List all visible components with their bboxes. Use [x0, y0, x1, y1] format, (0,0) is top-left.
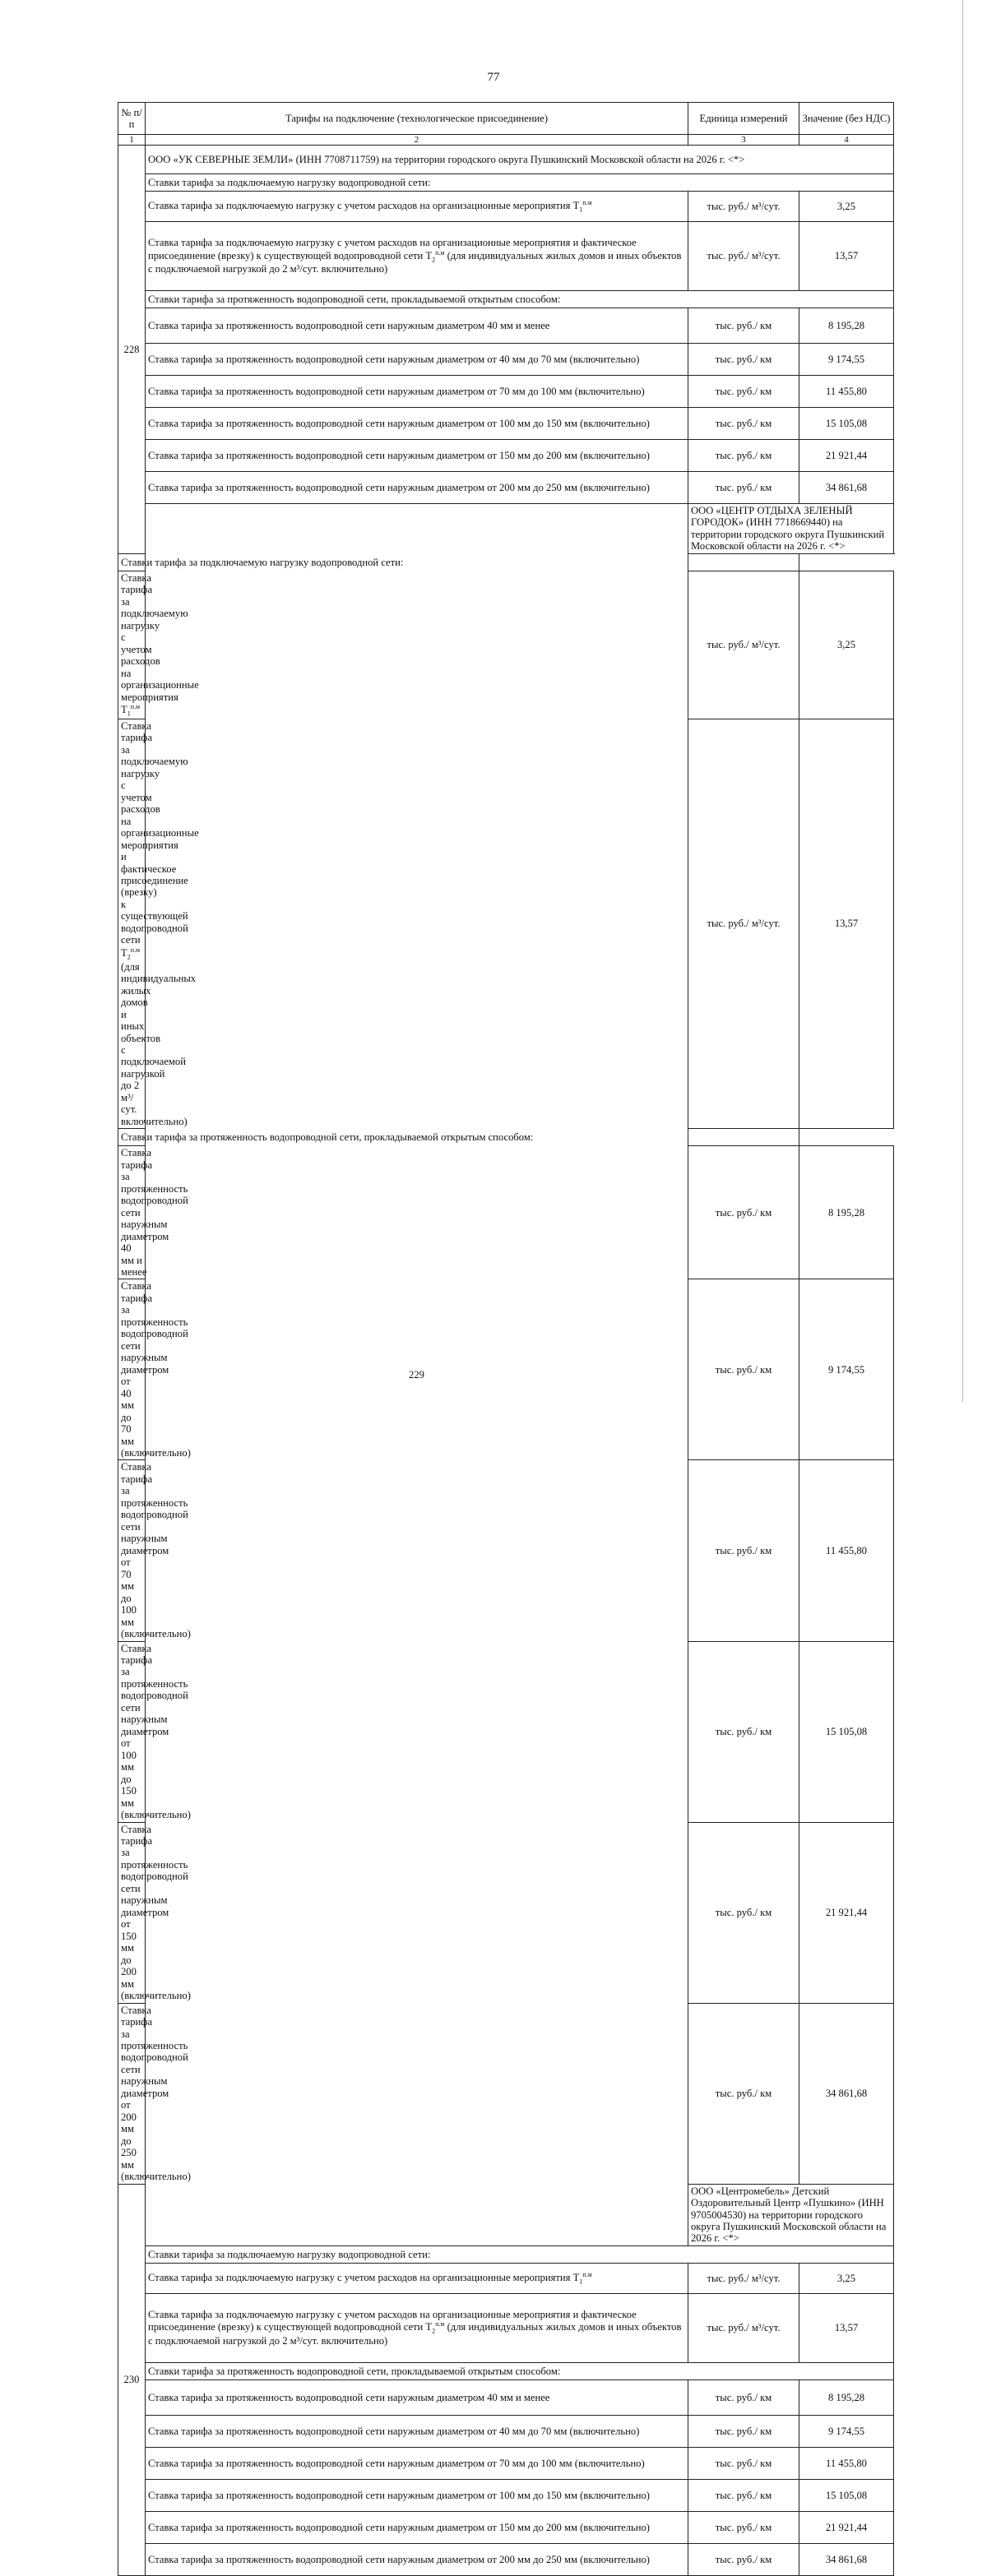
pipe-rate-value: 8 195,28 — [799, 308, 894, 344]
pipe-rate-unit: тыс. руб./ км — [688, 1822, 799, 2003]
pipe-rate-description: Ставка тарифа за протяженность водопроводной сети наружным диаметром от 150 мм до 200 мм (включительно) — [118, 1822, 146, 2003]
pipe-rate-value: 34 861,68 — [799, 2543, 894, 2575]
organization-row — [118, 146, 894, 174]
pipe-rate-unit: тыс. руб./ км — [688, 1279, 799, 1460]
rate-value: 13,57 — [799, 222, 894, 291]
column-index: 3 — [688, 135, 799, 146]
pipe-rate-value: 21 921,44 — [799, 2511, 894, 2543]
pipe-rate-value: 11 455,80 — [799, 376, 894, 408]
table-row — [118, 2511, 894, 2543]
pipe-rate-unit: тыс. руб./ км — [688, 2003, 799, 2184]
pipe-rate-value: 21 921,44 — [799, 1822, 894, 2003]
rate-value: 3,25 — [799, 2263, 894, 2293]
pipe-rate-unit: тыс. руб./ км — [688, 408, 799, 440]
pipe-rate-unit: тыс. руб./ км — [688, 2379, 799, 2415]
organization-name: ООО «Центромебель» Детский Оздоровительный Центр «Пушкино» (ИНН 9705004530) на территории городского округа Пушкинский Московской области на 2026 г. <*> — [688, 2184, 894, 2245]
pipe-rate-value: 34 861,68 — [799, 2003, 894, 2184]
pipe-rate-unit: тыс. руб./ км — [688, 2415, 799, 2447]
table-row — [118, 308, 894, 344]
tariff-table — [118, 102, 894, 2576]
pipe-rate-description: Ставка тарифа за протяженность водопроводной сети наружным диаметром от 100 мм до 150 мм (включительно) — [146, 408, 688, 440]
rate-unit: тыс. руб./ м³/сут. — [688, 222, 799, 291]
pipe-rate-unit: тыс. руб./ км — [688, 1460, 799, 1641]
pipe-rate-value: 9 174,55 — [799, 344, 894, 376]
pipe-rate-unit: тыс. руб./ км — [688, 440, 799, 472]
section-title: Ставки тарифа за подключаемую нагрузку водопроводной сети: — [146, 2245, 894, 2263]
table-row — [118, 344, 894, 376]
pipe-rate-description: Ставка тарифа за протяженность водопроводной сети наружным диаметром от 70 мм до 100 мм (включительно) — [146, 2447, 688, 2479]
pipe-rate-description: Ставка тарифа за протяженность водопроводной сети наружным диаметром от 70 мм до 100 мм (включительно) — [118, 1460, 146, 1641]
section-title: Ставки тарифа за подключаемую нагрузку водопроводной сети: — [118, 553, 799, 571]
rate-unit: тыс. руб./ м³/сут. — [688, 2293, 799, 2362]
pipe-rate-value: 34 861,68 — [799, 472, 894, 504]
pipe-rate-unit: тыс. руб./ км — [688, 344, 799, 376]
pipe-rate-description: Ставка тарифа за протяженность водопроводной сети наружным диаметром от 40 мм до 70 мм (включительно) — [146, 344, 688, 376]
pipe-rate-value: 11 455,80 — [799, 2447, 894, 2479]
pipe-rate-value: 21 921,44 — [799, 440, 894, 472]
column-index: 1 — [118, 135, 146, 146]
section-row — [118, 2362, 894, 2379]
rate-unit: тыс. руб./ м³/сут. — [688, 719, 799, 1128]
table-row — [118, 2415, 894, 2447]
column-index-row — [118, 135, 894, 146]
table-row — [118, 408, 894, 440]
section-title: Ставки тарифа за подключаемую нагрузку водопроводной сети: — [146, 174, 894, 192]
header-tariff: Тарифы на подключение (технологическое присоединение) — [146, 103, 688, 135]
rate-description: Ставка тарифа за подключаемую нагрузку с учетом расходов на организационные мероприятия $T_1^{п.м}$ — [146, 2263, 688, 2293]
section-title: Ставки тарифа за протяженность водопроводной сети, прокладываемой открытым способом: — [146, 291, 894, 308]
column-index: 2 — [146, 135, 688, 146]
table-row — [118, 2263, 894, 2293]
pipe-rate-unit: тыс. руб./ км — [688, 376, 799, 408]
table-row — [118, 192, 894, 222]
section-title: Ставки тарифа за протяженность водопроводной сети, прокладываемой открытым способом: — [118, 1129, 799, 1146]
pipe-rate-value: 9 174,55 — [799, 1279, 894, 1460]
section-row — [118, 2245, 894, 2263]
column-index: 4 — [799, 135, 894, 146]
pipe-rate-description: Ставка тарифа за протяженность водопроводной сети наружным диаметром от 200 мм до 250 мм (включительно) — [146, 472, 688, 504]
pipe-rate-description: Ставка тарифа за протяженность водопроводной сети наружным диаметром от 40 мм до 70 мм (включительно) — [146, 2415, 688, 2447]
rate-value: 3,25 — [799, 192, 894, 222]
header-value: Значение (без НДС) — [799, 103, 894, 135]
section-row — [118, 1129, 894, 1146]
section-row — [118, 174, 894, 192]
rate-unit: тыс. руб./ м³/сут. — [688, 192, 799, 222]
row-number: 228 — [118, 146, 146, 554]
header-unit: Единица измерений — [688, 103, 799, 135]
pipe-rate-unit: тыс. руб./ км — [688, 2447, 799, 2479]
pipe-rate-value: 8 195,28 — [799, 2379, 894, 2415]
section-row — [118, 291, 894, 308]
pipe-rate-value: 15 105,08 — [799, 2479, 894, 2511]
table-row — [118, 440, 894, 472]
header-row — [118, 103, 894, 135]
rate-description: Ставка тарифа за подключаемую нагрузку с учетом расходов на организационные мероприятия и фактическое присоединение (врезку) к существующей водопроводной сети $T_2^{п.м}$ (для индивидуальных жилых домов и иных объектов с подключаемой нагрузкой до 2 м³/сут. включительно) — [118, 719, 146, 1128]
pipe-rate-description: Ставка тарифа за протяженность водопроводной сети наружным диаметром от 200 мм до 250 мм (включительно) — [118, 2003, 146, 2184]
table-row — [118, 2293, 894, 2362]
organization-row — [118, 504, 894, 554]
scan-edge-line — [962, 0, 963, 1402]
rate-value: 3,25 — [799, 571, 894, 719]
pipe-rate-description: Ставка тарифа за протяженность водопроводной сети наружным диаметром 40 мм и менее — [146, 2379, 688, 2415]
pipe-rate-description: Ставка тарифа за протяженность водопроводной сети наружным диаметром 40 мм и менее — [118, 1146, 146, 1279]
pipe-rate-value: 8 195,28 — [799, 1146, 894, 1279]
pipe-rate-unit: тыс. руб./ км — [688, 1641, 799, 1822]
pipe-rate-unit: тыс. руб./ км — [688, 2511, 799, 2543]
pipe-rate-description: Ставка тарифа за протяженность водопроводной сети наружным диаметром от 70 мм до 100 мм (включительно) — [146, 376, 688, 408]
header-number: № п/п — [118, 103, 146, 135]
pipe-rate-description: Ставка тарифа за протяженность водопроводной сети наружным диаметром от 100 мм до 150 мм (включительно) — [146, 2479, 688, 2511]
pipe-rate-unit: тыс. руб./ км — [688, 472, 799, 504]
row-number: 230 — [118, 2184, 146, 2575]
table-row — [118, 472, 894, 504]
pipe-rate-description: Ставка тарифа за протяженность водопроводной сети наружным диаметром от 150 мм до 200 мм (включительно) — [146, 2511, 688, 2543]
rate-description: Ставка тарифа за подключаемую нагрузку с учетом расходов на организационные мероприятия и фактическое присоединение (врезку) к существующей водопроводной сети $T_2^{п.м}$ (для индивидуальных жилых домов и иных объектов с подключаемой нагрузкой до 2 м³/сут. включительно) — [146, 2293, 688, 2362]
table-row — [118, 376, 894, 408]
pipe-rate-unit: тыс. руб./ км — [688, 2479, 799, 2511]
page-number: 77 — [487, 71, 500, 84]
pipe-rate-unit: тыс. руб./ км — [688, 1146, 799, 1279]
rate-unit: тыс. руб./ м³/сут. — [688, 571, 799, 719]
table-row — [118, 222, 894, 291]
rate-description: Ставка тарифа за подключаемую нагрузку с учетом расходов на организационные мероприятия $T_1^{п.м}$ — [146, 192, 688, 222]
table-row — [118, 2447, 894, 2479]
section-row — [118, 553, 894, 571]
table-row — [118, 2379, 894, 2415]
pipe-rate-unit: тыс. руб./ км — [688, 308, 799, 344]
pipe-rate-value: 15 105,08 — [799, 1641, 894, 1822]
table-row — [118, 2479, 894, 2511]
pipe-rate-description: Ставка тарифа за протяженность водопроводной сети наружным диаметром от 150 мм до 200 мм (включительно) — [146, 440, 688, 472]
pipe-rate-description: Ставка тарифа за протяженность водопроводной сети наружным диаметром от 100 мм до 150 мм (включительно) — [118, 1641, 146, 1822]
pipe-rate-description: Ставка тарифа за протяженность водопроводной сети наружным диаметром от 200 мм до 250 мм (включительно) — [146, 2543, 688, 2575]
pipe-rate-unit: тыс. руб./ км — [688, 2543, 799, 2575]
section-title: Ставки тарифа за протяженность водопроводной сети, прокладываемой открытым способом: — [146, 2362, 894, 2379]
rate-unit: тыс. руб./ м³/сут. — [688, 2263, 799, 2293]
rate-description: Ставка тарифа за подключаемую нагрузку с учетом расходов на организационные мероприятия и фактическое присоединение (врезку) к существующей водопроводной сети $T_2^{п.м}$ (для индивидуальных жилых домов и иных объектов с подключаемой нагрузкой до 2 м³/сут. включительно) — [146, 222, 688, 291]
pipe-rate-value: 15 105,08 — [799, 408, 894, 440]
organization-name: ООО «ЦЕНТР ОТДЫХА ЗЕЛЕНЫЙ ГОРОДОК» (ИНН 7718669440) на территории городского округа Пушкинский Московской области на 2026 г. <*> — [688, 504, 894, 554]
rate-value: 13,57 — [799, 2293, 894, 2362]
pipe-rate-value: 9 174,55 — [799, 2415, 894, 2447]
rate-description: Ставка тарифа за подключаемую нагрузку с учетом расходов на организационные мероприятия $T_1^{п.м}$ — [118, 571, 146, 719]
row-number: 229 — [146, 504, 688, 2246]
table-row — [118, 2543, 894, 2575]
organization-name: ООО «УК СЕВЕРНЫЕ ЗЕМЛИ» (ИНН 7708711759) на территории городского округа Пушкинский Московской области на 2026 г. <*> — [146, 146, 894, 174]
rate-value: 13,57 — [799, 719, 894, 1128]
pipe-rate-description: Ставка тарифа за протяженность водопроводной сети наружным диаметром от 40 мм до 70 мм (включительно) — [118, 1279, 146, 1460]
pipe-rate-description: Ставка тарифа за протяженность водопроводной сети наружным диаметром 40 мм и менее — [146, 308, 688, 344]
pipe-rate-value: 11 455,80 — [799, 1460, 894, 1641]
